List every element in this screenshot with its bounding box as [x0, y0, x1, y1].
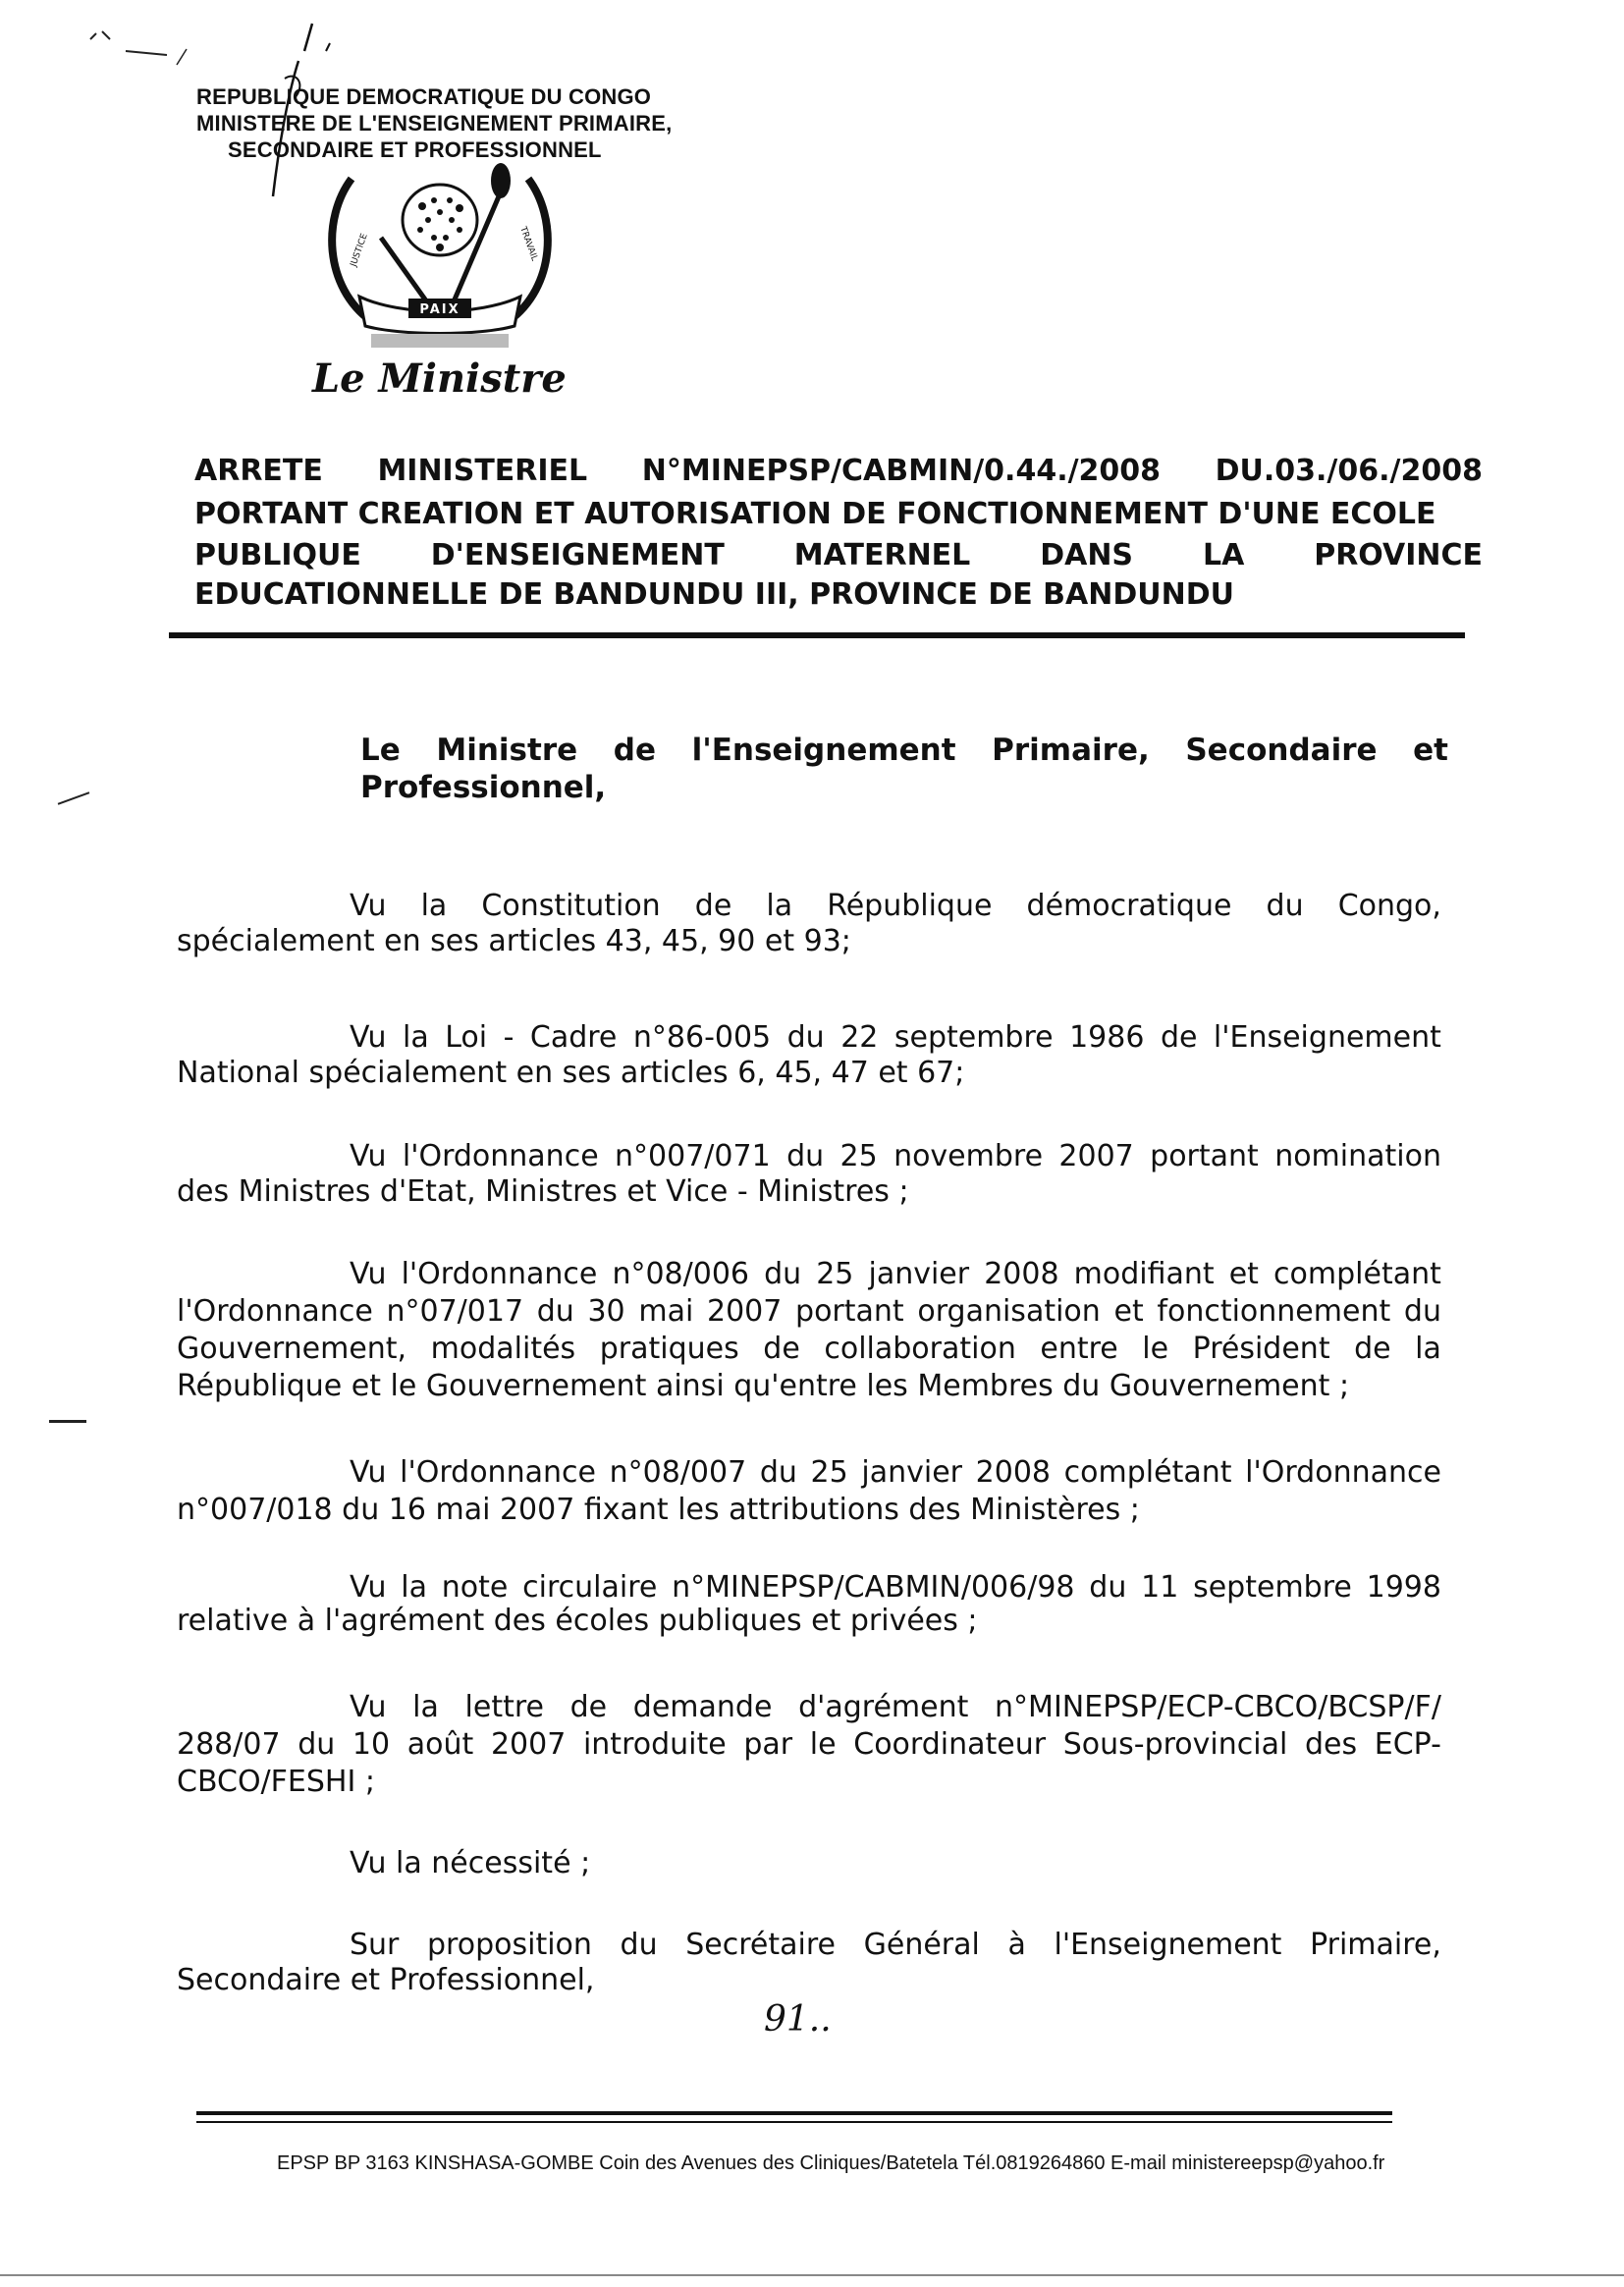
title-word: DANS	[1040, 538, 1134, 572]
paragraph-word: Vu	[350, 889, 387, 923]
paragraph-word: lettre	[464, 1690, 544, 1724]
paragraph-word: n°08/007	[609, 1455, 747, 1490]
paragraph-word: 2007	[490, 1727, 567, 1762]
paragraph-word: à	[1007, 1928, 1026, 1962]
paragraph-word: fonctionnement	[1157, 1294, 1391, 1329]
consideration-paragraph	[177, 889, 1441, 959]
paragraph-text: Vu la nécessité ;	[350, 1846, 591, 1880]
paragraph-word: introduite	[582, 1727, 727, 1762]
paragraph-word: du	[1403, 1294, 1441, 1329]
paragraph-word: septembre	[893, 1020, 1054, 1055]
paragraph-word: la	[420, 889, 448, 923]
emblem-right-motto: TRAVAIL	[517, 225, 540, 263]
emblem-left-motto: JUSTICE	[349, 232, 370, 269]
paragraph-word: de	[569, 1690, 608, 1724]
consideration-paragraph	[177, 1139, 1441, 1210]
paragraph-word: du	[298, 1727, 336, 1762]
paragraph-word: de	[1354, 1332, 1391, 1366]
title-word: MATERNEL	[793, 538, 971, 572]
paragraph-word: organisation	[917, 1294, 1101, 1329]
paragraph-word: du	[764, 1257, 802, 1291]
paragraph-word: août	[406, 1727, 474, 1762]
le-ministre-label: Le Ministre	[312, 355, 567, 402]
paragraph-word: complétant	[1273, 1257, 1441, 1291]
paragraph-word: demande	[632, 1690, 773, 1724]
paragraph-word: de	[1160, 1020, 1198, 1055]
paragraph-word: note	[441, 1570, 509, 1605]
paragraph-word: 2007	[706, 1294, 783, 1329]
paragraph-word: pratiques	[599, 1332, 739, 1366]
paragraph-word: 2008	[975, 1455, 1052, 1490]
header-republic: REPUBLIQUE DEMOCRATIQUE DU CONGO	[196, 84, 652, 109]
paragraph-word: portant	[795, 1294, 904, 1329]
paragraph-word: 25	[839, 1139, 878, 1173]
paragraph-word: de	[763, 1332, 800, 1366]
paragraph-word: l'Ordonnance	[400, 1455, 596, 1490]
paragraph-word: du	[620, 1928, 658, 1962]
paragraph-line	[177, 1174, 1441, 1210]
paragraph-word: circulaire	[522, 1570, 658, 1605]
paragraph-word: complétant	[1063, 1455, 1232, 1490]
footer-address: EPSP BP 3163 KINSHASA-GOMBE Coin des Avenues des Cliniques/Batetela Tél.0819264860 E-mail ministereepsp@yahoo.fr	[277, 2152, 1385, 2174]
paragraph-word: janvier	[868, 1257, 970, 1291]
paragraph-line	[177, 1846, 1441, 1881]
paragraph-word: la	[402, 1020, 429, 1055]
paragraph-word: Vu	[350, 1570, 387, 1605]
paragraph-word: modifiant	[1073, 1257, 1215, 1291]
paragraph-line	[177, 1928, 1441, 1963]
paragraph-word: Vu	[350, 1257, 387, 1291]
paragraph-word: nomination	[1274, 1139, 1441, 1173]
title-word: D'ENSEIGNEMENT	[430, 538, 725, 572]
paragraph-line	[177, 1020, 1441, 1056]
consideration-paragraph	[177, 1256, 1441, 1405]
paragraph-text: National spécialement en ses articles 6, 45, 47 et 67;	[177, 1056, 965, 1090]
consideration-paragraph	[177, 1020, 1441, 1091]
paragraph-word: Vu	[350, 1139, 387, 1173]
paragraph-word: mai	[638, 1294, 694, 1329]
paragraph-word: l'Ordonnance	[1245, 1455, 1441, 1490]
title-word: PUBLIQUE	[194, 538, 361, 572]
paragraph-word: d'agrément	[798, 1690, 969, 1724]
title-word: PROVINCE	[1314, 538, 1483, 572]
paragraph-line	[177, 924, 1441, 959]
paragraph-line	[177, 1454, 1441, 1492]
paragraph-word: l'Ordonnance	[177, 1294, 373, 1329]
heading-word: et	[1413, 733, 1448, 768]
handwritten-marks	[39, 10, 353, 206]
paragraph-line	[177, 1331, 1441, 1368]
heading-word: Primaire,	[992, 733, 1150, 768]
title-word: DU.03./06./2008	[1215, 454, 1483, 488]
paragraph-line	[177, 1293, 1441, 1331]
paragraph-word: Secrétaire	[685, 1928, 836, 1962]
title-word: ARRETE	[194, 454, 323, 488]
paragraph-text: République et le Gouvernement ainsi qu'entre les Membres du Gouvernement ;	[177, 1369, 1350, 1403]
paragraph-word: Sur	[350, 1928, 400, 1962]
heading-word: Ministre	[436, 733, 578, 768]
paragraph-text: n°007/018 du 16 mai 2007 fixant les attributions des Ministères ;	[177, 1493, 1140, 1527]
paragraph-line	[177, 1139, 1441, 1174]
paragraph-word: Vu	[350, 1690, 387, 1724]
paragraph-word: 11	[1141, 1570, 1179, 1605]
paragraph-word: modalités	[430, 1332, 576, 1366]
paragraph-word: du	[786, 1020, 825, 1055]
heading-word: Secondaire	[1185, 733, 1378, 768]
paragraph-word: République	[827, 889, 993, 923]
paragraph-word: des	[1304, 1727, 1358, 1762]
paragraph-word: du	[1089, 1570, 1127, 1605]
paragraph-word: Congo,	[1337, 889, 1441, 923]
title-line-3	[194, 538, 1483, 572]
paragraph-word: novembre	[893, 1139, 1044, 1173]
paragraph-word: la	[412, 1690, 439, 1724]
paragraph-word: Cadre	[529, 1020, 618, 1055]
paragraph-word: Coordinateur	[853, 1727, 1047, 1762]
title-line-1	[194, 454, 1483, 488]
paragraph-text: relative à l'agrément des écoles publiques et privées ;	[177, 1604, 978, 1638]
paragraph-word: l'Ordonnance	[402, 1139, 599, 1173]
paragraph-line	[177, 889, 1441, 924]
paragraph-line	[177, 1605, 1441, 1638]
paragraph-word: Général	[863, 1928, 980, 1962]
title-underline	[169, 632, 1465, 638]
consideration-paragraph	[177, 1571, 1441, 1638]
paragraph-word: Constitution	[481, 889, 661, 923]
paragraph-word: -	[503, 1020, 514, 1055]
margin-mark	[58, 791, 90, 805]
paragraph-word: le	[1142, 1332, 1169, 1366]
paragraph-word: et	[1113, 1294, 1144, 1329]
paragraph-word: 25	[816, 1257, 854, 1291]
paragraph-word: Loi	[445, 1020, 488, 1055]
coat-of-arms-emblem	[312, 159, 568, 355]
paragraph-word: la	[1415, 1332, 1441, 1366]
paragraph-word: 1986	[1069, 1020, 1145, 1055]
paragraph-word: collaboration	[824, 1332, 1016, 1366]
paragraph-word: n°07/017	[386, 1294, 524, 1329]
paragraph-word: 2008	[984, 1257, 1059, 1291]
paragraph-word: du	[536, 1294, 574, 1329]
paragraph-line	[177, 1764, 1441, 1801]
emblem-motto: PAIX	[419, 302, 460, 317]
paragraph-word: Gouvernement,	[177, 1332, 407, 1366]
paragraph-line	[177, 1368, 1441, 1405]
header-ministry-cont: SECONDAIRE ET PROFESSIONNEL	[228, 137, 602, 162]
heading-word: Professionnel,	[360, 770, 607, 805]
heading-word: Le	[360, 733, 401, 768]
paragraph-line	[177, 1492, 1441, 1529]
paragraph-word: le	[809, 1727, 837, 1762]
paragraph-text: spécialement en ses articles 43, 45, 90 et 93;	[177, 924, 851, 958]
paragraph-text: Secondaire et Professionnel,	[177, 1963, 595, 1997]
paragraph-text: CBCO/FESHI ;	[177, 1765, 375, 1799]
paragraph-word: n°86-005	[632, 1020, 772, 1055]
page-bottom-edge	[0, 2274, 1624, 2276]
title-line-4: EDUCATIONNELLE DE BANDUNDU III, PROVINCE DE BANDUNDU	[194, 577, 1234, 612]
paragraph-word: l'Enseignement	[1054, 1928, 1282, 1962]
paragraph-word: l'Ordonnance	[401, 1257, 598, 1291]
minister-heading	[360, 733, 1448, 807]
paragraph-word: 25	[810, 1455, 848, 1490]
margin-mark	[49, 1420, 86, 1423]
title-word: LA	[1202, 538, 1245, 572]
paragraph-word: la	[401, 1570, 427, 1605]
paragraph-word: n°007/071	[615, 1139, 771, 1173]
paragraph-word: portant	[1150, 1139, 1259, 1173]
paragraph-word: 1998	[1366, 1570, 1441, 1605]
paragraph-word: Vu	[350, 1455, 387, 1490]
paragraph-word: par	[743, 1727, 793, 1762]
paragraph-word: Primaire,	[1310, 1928, 1441, 1962]
consideration-paragraph	[177, 1689, 1441, 1801]
paragraph-word: l'Enseignement	[1213, 1020, 1441, 1055]
paragraph-word: janvier	[861, 1455, 962, 1490]
paragraph-word: n°08/006	[612, 1257, 749, 1291]
paragraph-word: de	[694, 889, 732, 923]
consideration-paragraph	[177, 1928, 1441, 1998]
consideration-paragraph	[177, 1846, 1441, 1881]
footer-rule-thick	[196, 2111, 1392, 2115]
consideration-paragraph	[177, 1454, 1441, 1529]
heading-word: de	[613, 733, 656, 768]
title-word: MINISTERIEL	[377, 454, 588, 488]
header-ministry: MINISTERE DE L'ENSEIGNEMENT PRIMAIRE,	[196, 111, 673, 136]
paragraph-word: du	[759, 1455, 797, 1490]
paragraph-word: du	[786, 1139, 825, 1173]
paragraph-word: 288/07	[177, 1727, 281, 1762]
paragraph-word: ECP-	[1374, 1727, 1441, 1762]
paragraph-word: proposition	[427, 1928, 592, 1962]
page-initials: 91..	[764, 1999, 832, 2040]
title-line-2: PORTANT CREATION ET AUTORISATION DE FONCTIONNEMENT D'UNE ECOLE	[194, 497, 1436, 531]
paragraph-word: la	[766, 889, 793, 923]
footer-rule-thin	[196, 2121, 1392, 2123]
paragraph-text: des Ministres d'Etat, Ministres et Vice - Ministres ;	[177, 1174, 909, 1209]
paragraph-word: 10	[352, 1727, 391, 1762]
paragraph-word: Sous-provincial	[1062, 1727, 1288, 1762]
paragraph-word: entre	[1040, 1332, 1118, 1366]
paragraph-line	[177, 1689, 1441, 1726]
paragraph-word: septembre	[1193, 1570, 1352, 1605]
paragraph-word: 22	[840, 1020, 879, 1055]
paragraph-word: 2007	[1058, 1139, 1134, 1173]
paragraph-line	[177, 1056, 1441, 1091]
paragraph-word: n°MINEPSP/CABMIN/006/98	[672, 1570, 1075, 1605]
paragraph-line	[177, 1726, 1441, 1764]
paragraph-word: démocratique	[1026, 889, 1232, 923]
paragraph-line	[177, 1963, 1441, 1998]
paragraph-word: du	[1266, 889, 1304, 923]
paragraph-line	[177, 1256, 1441, 1293]
paragraph-word: et	[1228, 1257, 1259, 1291]
paragraph-word: 30	[587, 1294, 625, 1329]
title-word: N°MINEPSP/CABMIN/0.44./2008	[641, 454, 1162, 488]
heading-word: l'Enseignement	[691, 733, 956, 768]
paragraph-line	[177, 1571, 1441, 1605]
paragraph-word: Président	[1192, 1332, 1330, 1366]
paragraph-word: n°MINEPSP/ECP-CBCO/BCSP/F/	[995, 1690, 1441, 1724]
paragraph-word: Vu	[350, 1020, 387, 1055]
